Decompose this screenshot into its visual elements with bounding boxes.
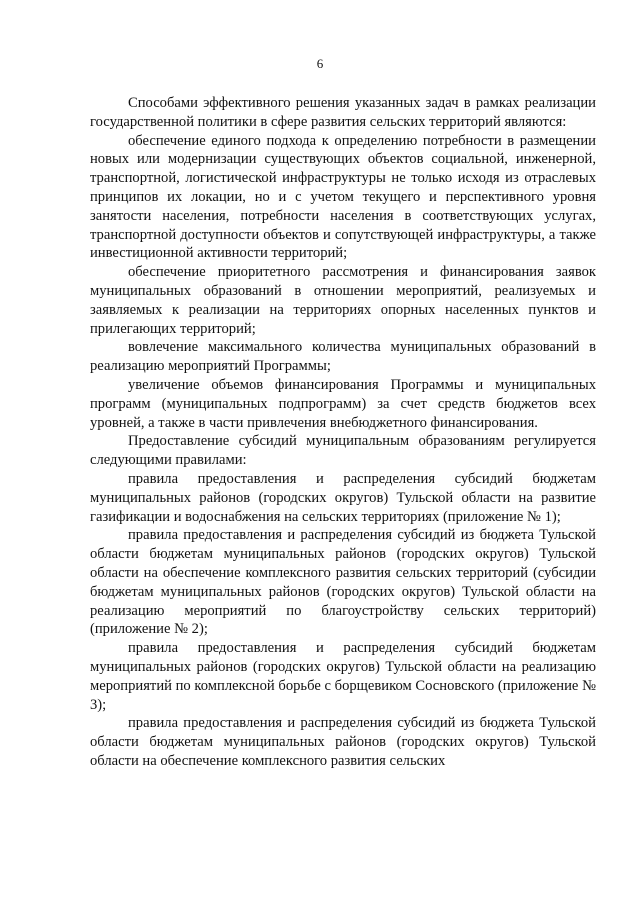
paragraph-involvement: вовлечение максимального количества муниципальных образований в реализацию мероприятий Программы; xyxy=(90,339,596,375)
paragraph-intro: Способами эффективного решения указанных задач в рамках реализации государственной политики в сфере развития сельских территорий являются: xyxy=(90,95,596,130)
paragraph-rule-appendix-2: правила предоставления и распределения субсидий из бюджета Тульской области бюджетам муниципальных районов (городских округов) Тульской области на обеспечение комплексного развития сельских территорий (субсидии бюджетам муниципальных районов (городских округов) Тульской области на реализацию мероприятий по благоустройству сельских территорий) (приложение № 2); xyxy=(90,527,596,638)
paragraph-funding-increase: увеличение объемов финансирования Программы и муниципальных программ (муниципальных подпрограмм) за счет средств бюджетов всех уровней, а также в части привлечения внебюджетного финансирования. xyxy=(90,376,596,431)
paragraph-rule-appendix-1: правила предоставления и распределения субсидий бюджетам муниципальных районов (городских округов) Тульской области на развитие газификации и водоснабжения на сельских территориях (приложение № 1); xyxy=(90,470,596,525)
paragraph-unified-approach: обеспечение единого подхода к определению потребности в размещении новых или модернизации существующих объектов социальной, инженерной, транспортной, логистической инфраструктуры не только исходя из отраслевых принципов их локации, но и с учетом текущего и перспективного уровня занятости населения, потребности населения в соответствующих услугах, транспортной доступности объектов и сопутствующей инфраструктуры, а также инвестиционной активности территорий; xyxy=(90,132,596,262)
paragraph-rule-continued: правила предоставления и распределения субсидий из бюджета Тульской области бюджетам муниципальных районов (городских округов) Тульской области на обеспечение комплексного развития сельских xyxy=(90,715,596,769)
paragraph-rule-appendix-3: правила предоставления и распределения субсидий бюджетам муниципальных районов (городских округов) Тульской области на реализацию мероприятий по комплексной борьбе с борщевиком Сосновского (приложение № 3); xyxy=(90,640,596,713)
page-number: 6 xyxy=(316,56,324,71)
paragraph-subsidy-rules-intro: Предоставление субсидий муниципальным образованиям регулируется следующими правилами: xyxy=(90,433,596,469)
document-body xyxy=(90,94,596,771)
paragraph-priority-review: обеспечение приоритетного рассмотрения и финансирования заявок муниципальных образований в отношении мероприятий, реализуемых и заявляемых к реализации на территориях опорных населенных пунктов и прилегающих территорий; xyxy=(90,264,596,337)
